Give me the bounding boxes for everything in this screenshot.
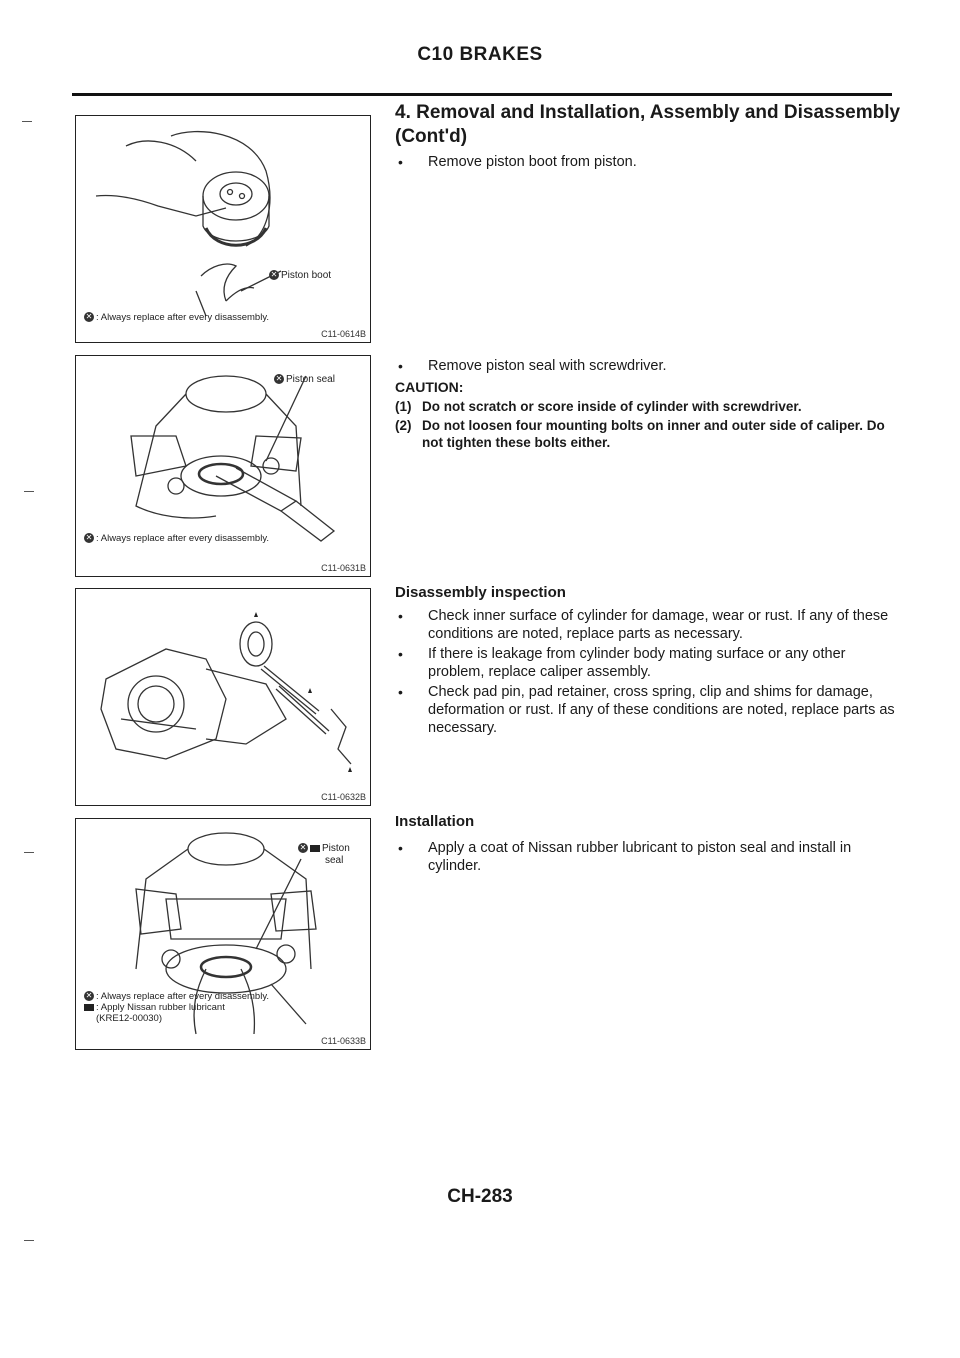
figure-piston-boot <box>75 115 371 343</box>
figure-note <box>84 312 274 323</box>
lubricant-icon <box>310 845 320 852</box>
figure-code: C11-0633B <box>321 1036 366 1046</box>
margin-mark <box>24 491 34 492</box>
section-title: 4. Removal and Installation, Assembly and Disassembly (Cont'd) <box>395 102 901 147</box>
figure-code: C11-0632B <box>321 792 366 802</box>
caution-number: (1) <box>395 399 412 414</box>
callout-label: Piston boot <box>281 270 332 281</box>
disassembly-inspection <box>395 584 905 737</box>
margin-mark <box>24 1240 34 1241</box>
section-heading: Disassembly inspection <box>395 584 566 601</box>
note-text: : Always replace after every disassembly. <box>96 312 270 323</box>
step-remove-piston-seal <box>395 357 905 451</box>
bullet-text: • Remove piston boot from piston. <box>395 153 905 171</box>
bullet-text: • If there is leakage from cylinder body mating surface or any other problem, replace caliper assembly. <box>395 645 905 681</box>
page-header-title: C10 BRAKES <box>417 44 543 65</box>
lubricant-icon <box>84 1004 94 1011</box>
step-remove-piston-boot <box>395 153 905 171</box>
callout-label: Piston seal <box>286 374 335 385</box>
caution-label: CAUTION: <box>395 379 464 395</box>
figure-note <box>84 991 344 1024</box>
figure-note <box>84 533 274 544</box>
replace-icon: ✕ <box>299 843 307 853</box>
caution-item <box>395 398 905 415</box>
illustration-piston-seal-removal <box>76 356 372 578</box>
bullet-text: • Check pad pin, pad retainer, cross spring, clip and shims for damage, deformation or rust. If any of these conditions are noted, replace parts as necessary. <box>395 683 905 737</box>
figure-code: C11-0631B <box>321 563 366 573</box>
callout-label: Piston <box>322 843 350 854</box>
callout-piston-seal <box>274 374 335 385</box>
bullet-text: • Remove piston seal with screwdriver. <box>395 357 905 375</box>
figure-code: C11-0614B <box>321 329 366 339</box>
replace-icon: ✕ <box>85 533 93 543</box>
page-number: CH-283 <box>447 1186 513 1207</box>
bullet-text: • Check inner surface of cylinder for damage, wear or rust. If any of these conditions are noted, replace parts as necessary. <box>395 607 905 643</box>
installation <box>395 813 905 875</box>
header-rule <box>72 93 892 96</box>
callout-label: seal <box>325 855 344 866</box>
replace-icon: ✕ <box>275 374 283 384</box>
note-text: (KRE12-00030) <box>96 1013 163 1024</box>
section-heading: Installation <box>395 813 475 830</box>
caution-text: Do not loosen four mounting bolts on inner and outer side of caliper. Do not tighten these bolts either. <box>422 418 885 450</box>
callout-piston-boot <box>269 270 331 281</box>
note-text: : Always replace after every disassembly. <box>96 533 270 544</box>
margin-mark <box>22 121 32 122</box>
margin-mark <box>24 852 34 853</box>
caution-text: Do not scratch or score inside of cylinder with screwdriver. <box>422 399 802 414</box>
caution-item <box>395 417 905 451</box>
replace-icon: ✕ <box>85 312 93 322</box>
note-text: : Always replace after every disassembly. <box>96 991 270 1002</box>
illustration-piston-boot <box>76 116 372 344</box>
caution-number: (2) <box>395 418 412 433</box>
callout-piston-seal <box>298 843 350 867</box>
note-text: : Apply Nissan rubber lubricant <box>96 1002 225 1013</box>
illustration-caliper-exploded <box>76 589 372 807</box>
bullet-text: • Apply a coat of Nissan rubber lubricant to piston seal and install in cylinder. <box>395 839 905 875</box>
replace-icon: ✕ <box>85 991 93 1001</box>
replace-icon: ✕ <box>270 270 278 280</box>
figure-caliper-parts <box>75 588 371 806</box>
figure-piston-seal <box>75 355 371 577</box>
figure-piston-seal-install <box>75 818 371 1050</box>
